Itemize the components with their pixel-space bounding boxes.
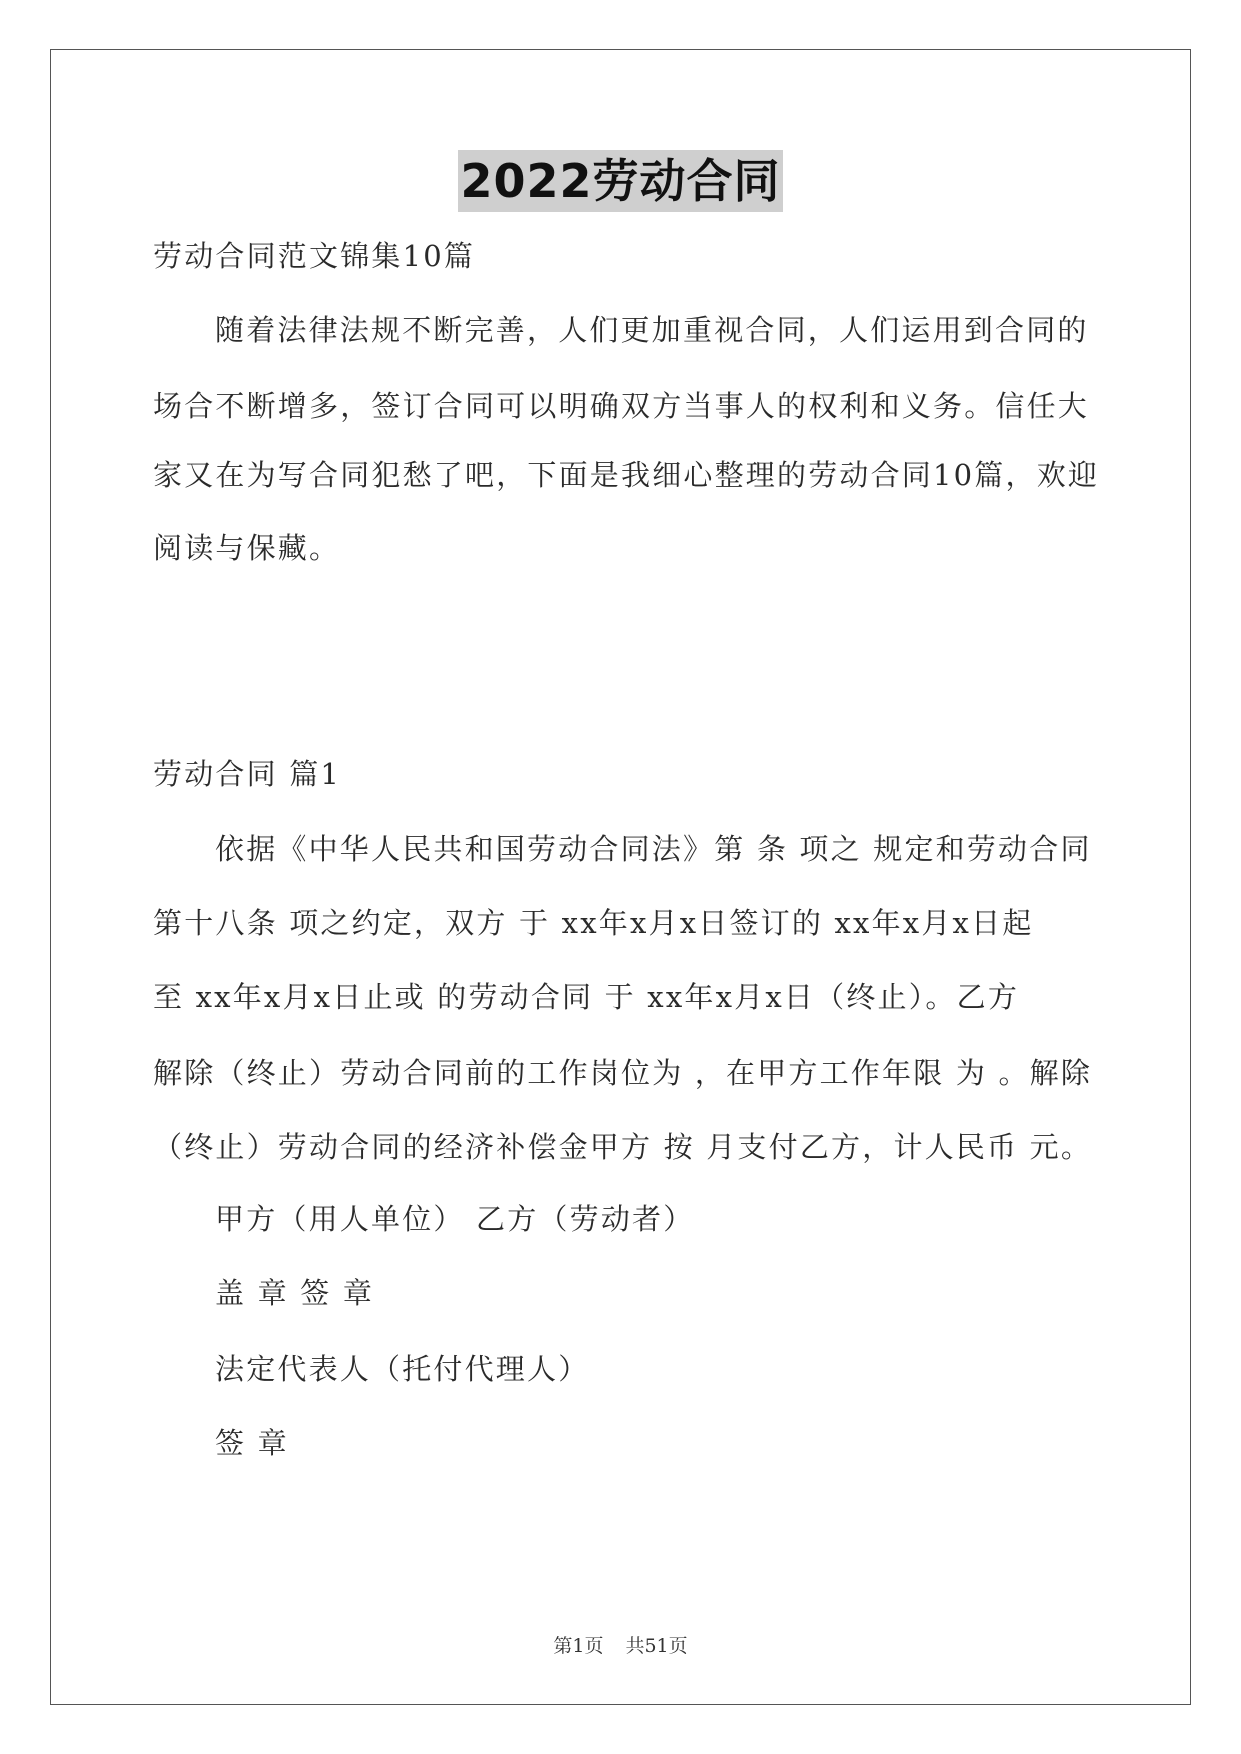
- page-footer: [0, 1631, 1241, 1658]
- body-paragraph-line: 第十八条 项之约定，双方 于 xx年x月x日签订的 xx年x月x日起: [153, 906, 1034, 940]
- body-paragraph-line: 至 xx年x月x日止或 的劳动合同 于 xx年x月x日（终止）。乙方: [153, 980, 1020, 1014]
- intro-paragraph-line: 家又在为写合同犯愁了吧，下面是我细心整理的劳动合同10篇，欢迎: [153, 458, 1100, 492]
- document-title[interactable]: 2022劳动合同: [458, 150, 782, 212]
- signature-line: 法定代表人（托付代理人）: [215, 1352, 590, 1386]
- intro-paragraph-line: 阅读与保藏。: [153, 531, 341, 565]
- document-subtitle: 劳动合同范文锦集10篇: [153, 239, 476, 273]
- intro-paragraph-line: 随着法律法规不断完善，人们更加重视合同，人们运用到合同的: [215, 313, 1089, 347]
- signature-line: 盖 章 签 章: [215, 1276, 375, 1310]
- page-number: 第1页: [553, 1635, 604, 1657]
- title-container: [0, 150, 1241, 212]
- body-paragraph-line: 依据《中华人民共和国劳动合同法》第 条 项之 规定和劳动合同: [215, 832, 1092, 866]
- signature-line: 签 章: [215, 1426, 289, 1460]
- section-heading: 劳动合同 篇1: [153, 757, 342, 791]
- signature-line: 甲方（用人单位） 乙方（劳动者）: [215, 1202, 695, 1236]
- page-total: 共51页: [625, 1635, 688, 1657]
- body-paragraph-line: 解除（终止）劳动合同前的工作岗位为 ，在甲方工作年限 为 。解除: [153, 1056, 1093, 1090]
- body-paragraph-line: （终止）劳动合同的经济补偿金甲方 按 月支付乙方，计人民币 元。: [153, 1130, 1093, 1164]
- intro-paragraph-line: 场合不断增多，签订合同可以明确双方当事人的权利和义务。信任大: [153, 389, 1090, 423]
